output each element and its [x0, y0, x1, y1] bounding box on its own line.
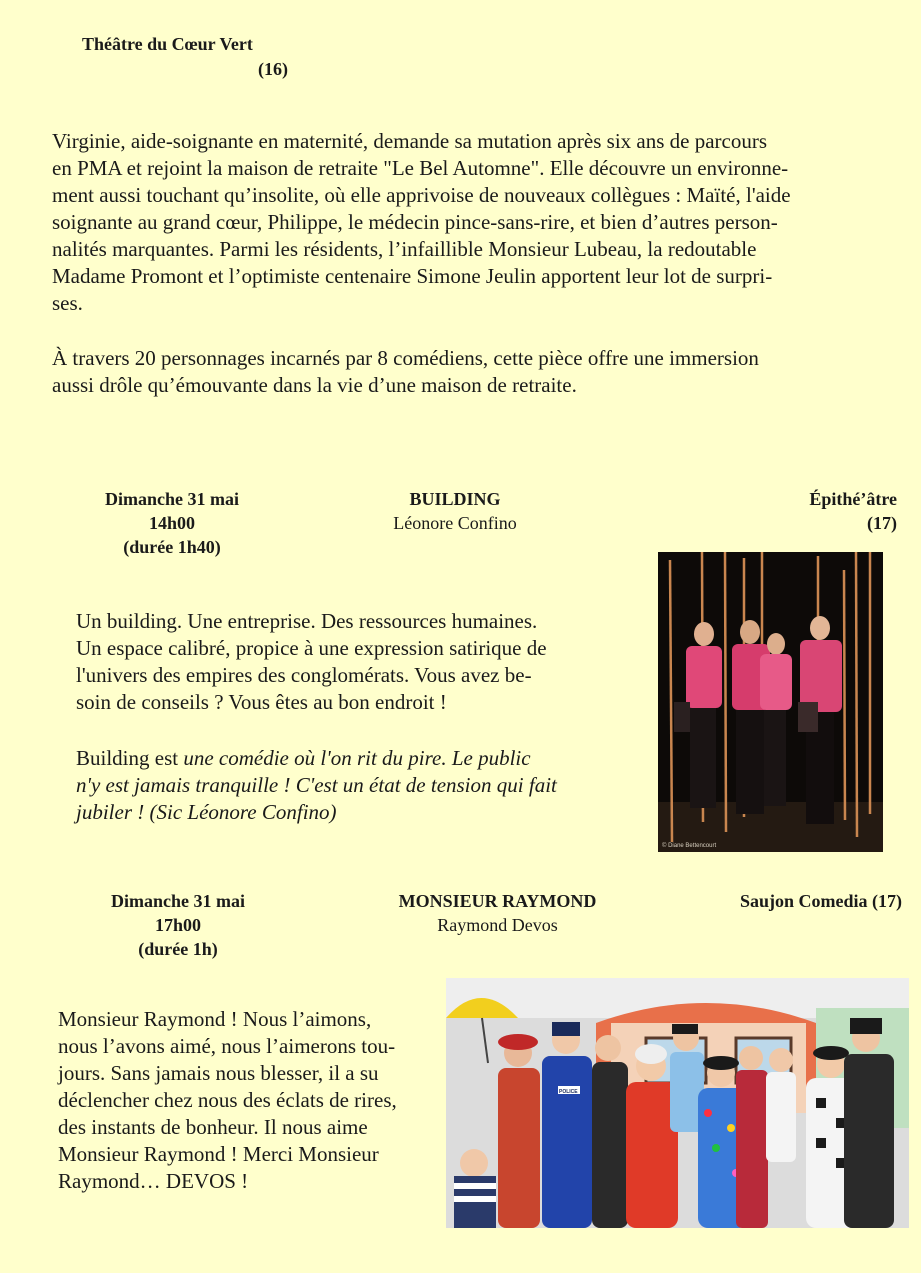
- show1-description: [76, 608, 646, 716]
- show1-desc-line: soin de conseils ? Vous êtes au bon endroit !: [76, 690, 447, 714]
- intro-line: nalités marquantes. Parmi les résidents, l’infaillible Monsieur Lubeau, la redoutable: [52, 237, 757, 261]
- show2-title: MONSIEUR RAYMOND: [398, 891, 597, 911]
- intro-line: en PMA et rejoint la maison de retraite "Le Bel Automne". Elle découvre un environne-: [52, 156, 789, 180]
- show1-title: BUILDING: [409, 489, 501, 509]
- show2-desc-line: jours. Sans jamais nous blesser, il a su: [58, 1061, 379, 1085]
- monsieur-raymond-photo: [446, 978, 909, 1228]
- show1-time: 14h00: [148, 513, 195, 533]
- show1-day: Dimanche 31 mai: [105, 489, 239, 509]
- photo-credit: © Diane Bettencourt: [662, 843, 717, 849]
- show1-quote: [76, 745, 656, 826]
- theatre-dept: (16): [258, 59, 288, 79]
- police-label: POLICE: [559, 1089, 578, 1095]
- show1-desc-line: l'univers des empires des conglomérats. Vous avez be-: [76, 663, 532, 687]
- show2-desc-line: nous l’avons aimé, nous l’aimerons tou-: [58, 1034, 396, 1058]
- show1-company: Épithé’âtre: [809, 489, 897, 509]
- show2-date-block: [78, 889, 278, 961]
- theatre-name: Théâtre du Cœur Vert: [82, 34, 253, 54]
- intro-line: Madame Promont et l’optimiste centenaire Simone Jeulin apportent leur lot de surpri-: [52, 264, 773, 288]
- show2-time: 17h00: [154, 915, 201, 935]
- show1-date-block: [72, 487, 272, 559]
- show1-quote-italic: une comédie où l'on rit du pire. Le public: [183, 746, 531, 770]
- intro-line: ment aussi touchant qu’insolite, où elle apprivoise de nouveaux collègues : Maïté, l'aide: [52, 183, 791, 207]
- building-photo: [658, 552, 883, 852]
- show1-desc-line: Un espace calibré, propice à une expression satirique de: [76, 636, 547, 660]
- show1-duration: (durée 1h40): [123, 537, 221, 557]
- intro-line: Virginie, aide-soignante en maternité, demande sa mutation après six ans de parcours: [52, 129, 768, 153]
- show2-desc-line: Raymond… DEVOS !: [58, 1169, 249, 1193]
- show2-title-block: [360, 889, 635, 937]
- show1-quote-plain: Building est: [76, 746, 184, 770]
- intro-paragraph-2: [52, 345, 892, 399]
- show2-author: Raymond Devos: [437, 915, 558, 935]
- intro-line: ses.: [52, 291, 83, 315]
- show1-quote-line: [76, 745, 656, 772]
- show2-day: Dimanche 31 mai: [111, 891, 245, 911]
- show2-company: Saujon Comedia (17): [739, 891, 902, 911]
- intro-paragraph-1: [52, 128, 892, 317]
- show2-desc-line: déclencher chez nous des éclats de rires,: [58, 1088, 397, 1112]
- show2-desc-line: Monsieur Raymond ! Nous l’aimons,: [58, 1007, 372, 1031]
- intro-line: aussi drôle qu’émouvante dans la vie d’une maison de retraite.: [52, 373, 577, 397]
- show1-quote-italic: jubiler ! (Sic Léonore Confino): [76, 800, 337, 824]
- show1-quote-line: [76, 799, 656, 826]
- show2-description: [58, 1006, 443, 1195]
- show1-author: Léonore Confino: [393, 513, 517, 533]
- intro-line: soignante au grand cœur, Philippe, le médecin pince-sans-rire, et bien d’autres person-: [52, 210, 778, 234]
- show1-quote-line: [76, 772, 656, 799]
- intro-line: À travers 20 personnages incarnés par 8 comédiens, cette pièce offre une immersion: [52, 346, 759, 370]
- show1-company-dept: (17): [867, 513, 897, 533]
- show1-title-block: [330, 487, 580, 535]
- show2-duration: (durée 1h): [138, 939, 218, 959]
- show2-desc-line: Monsieur Raymond ! Merci Monsieur: [58, 1142, 379, 1166]
- show1-company-block: [640, 487, 897, 535]
- show2-desc-line: des instants de bonheur. Il nous aime: [58, 1115, 368, 1139]
- show1-quote-italic: n'y est jamais tranquille ! C'est un état de tension qui fait: [76, 773, 557, 797]
- show1-desc-line: Un building. Une entreprise. Des ressources humaines.: [76, 609, 538, 633]
